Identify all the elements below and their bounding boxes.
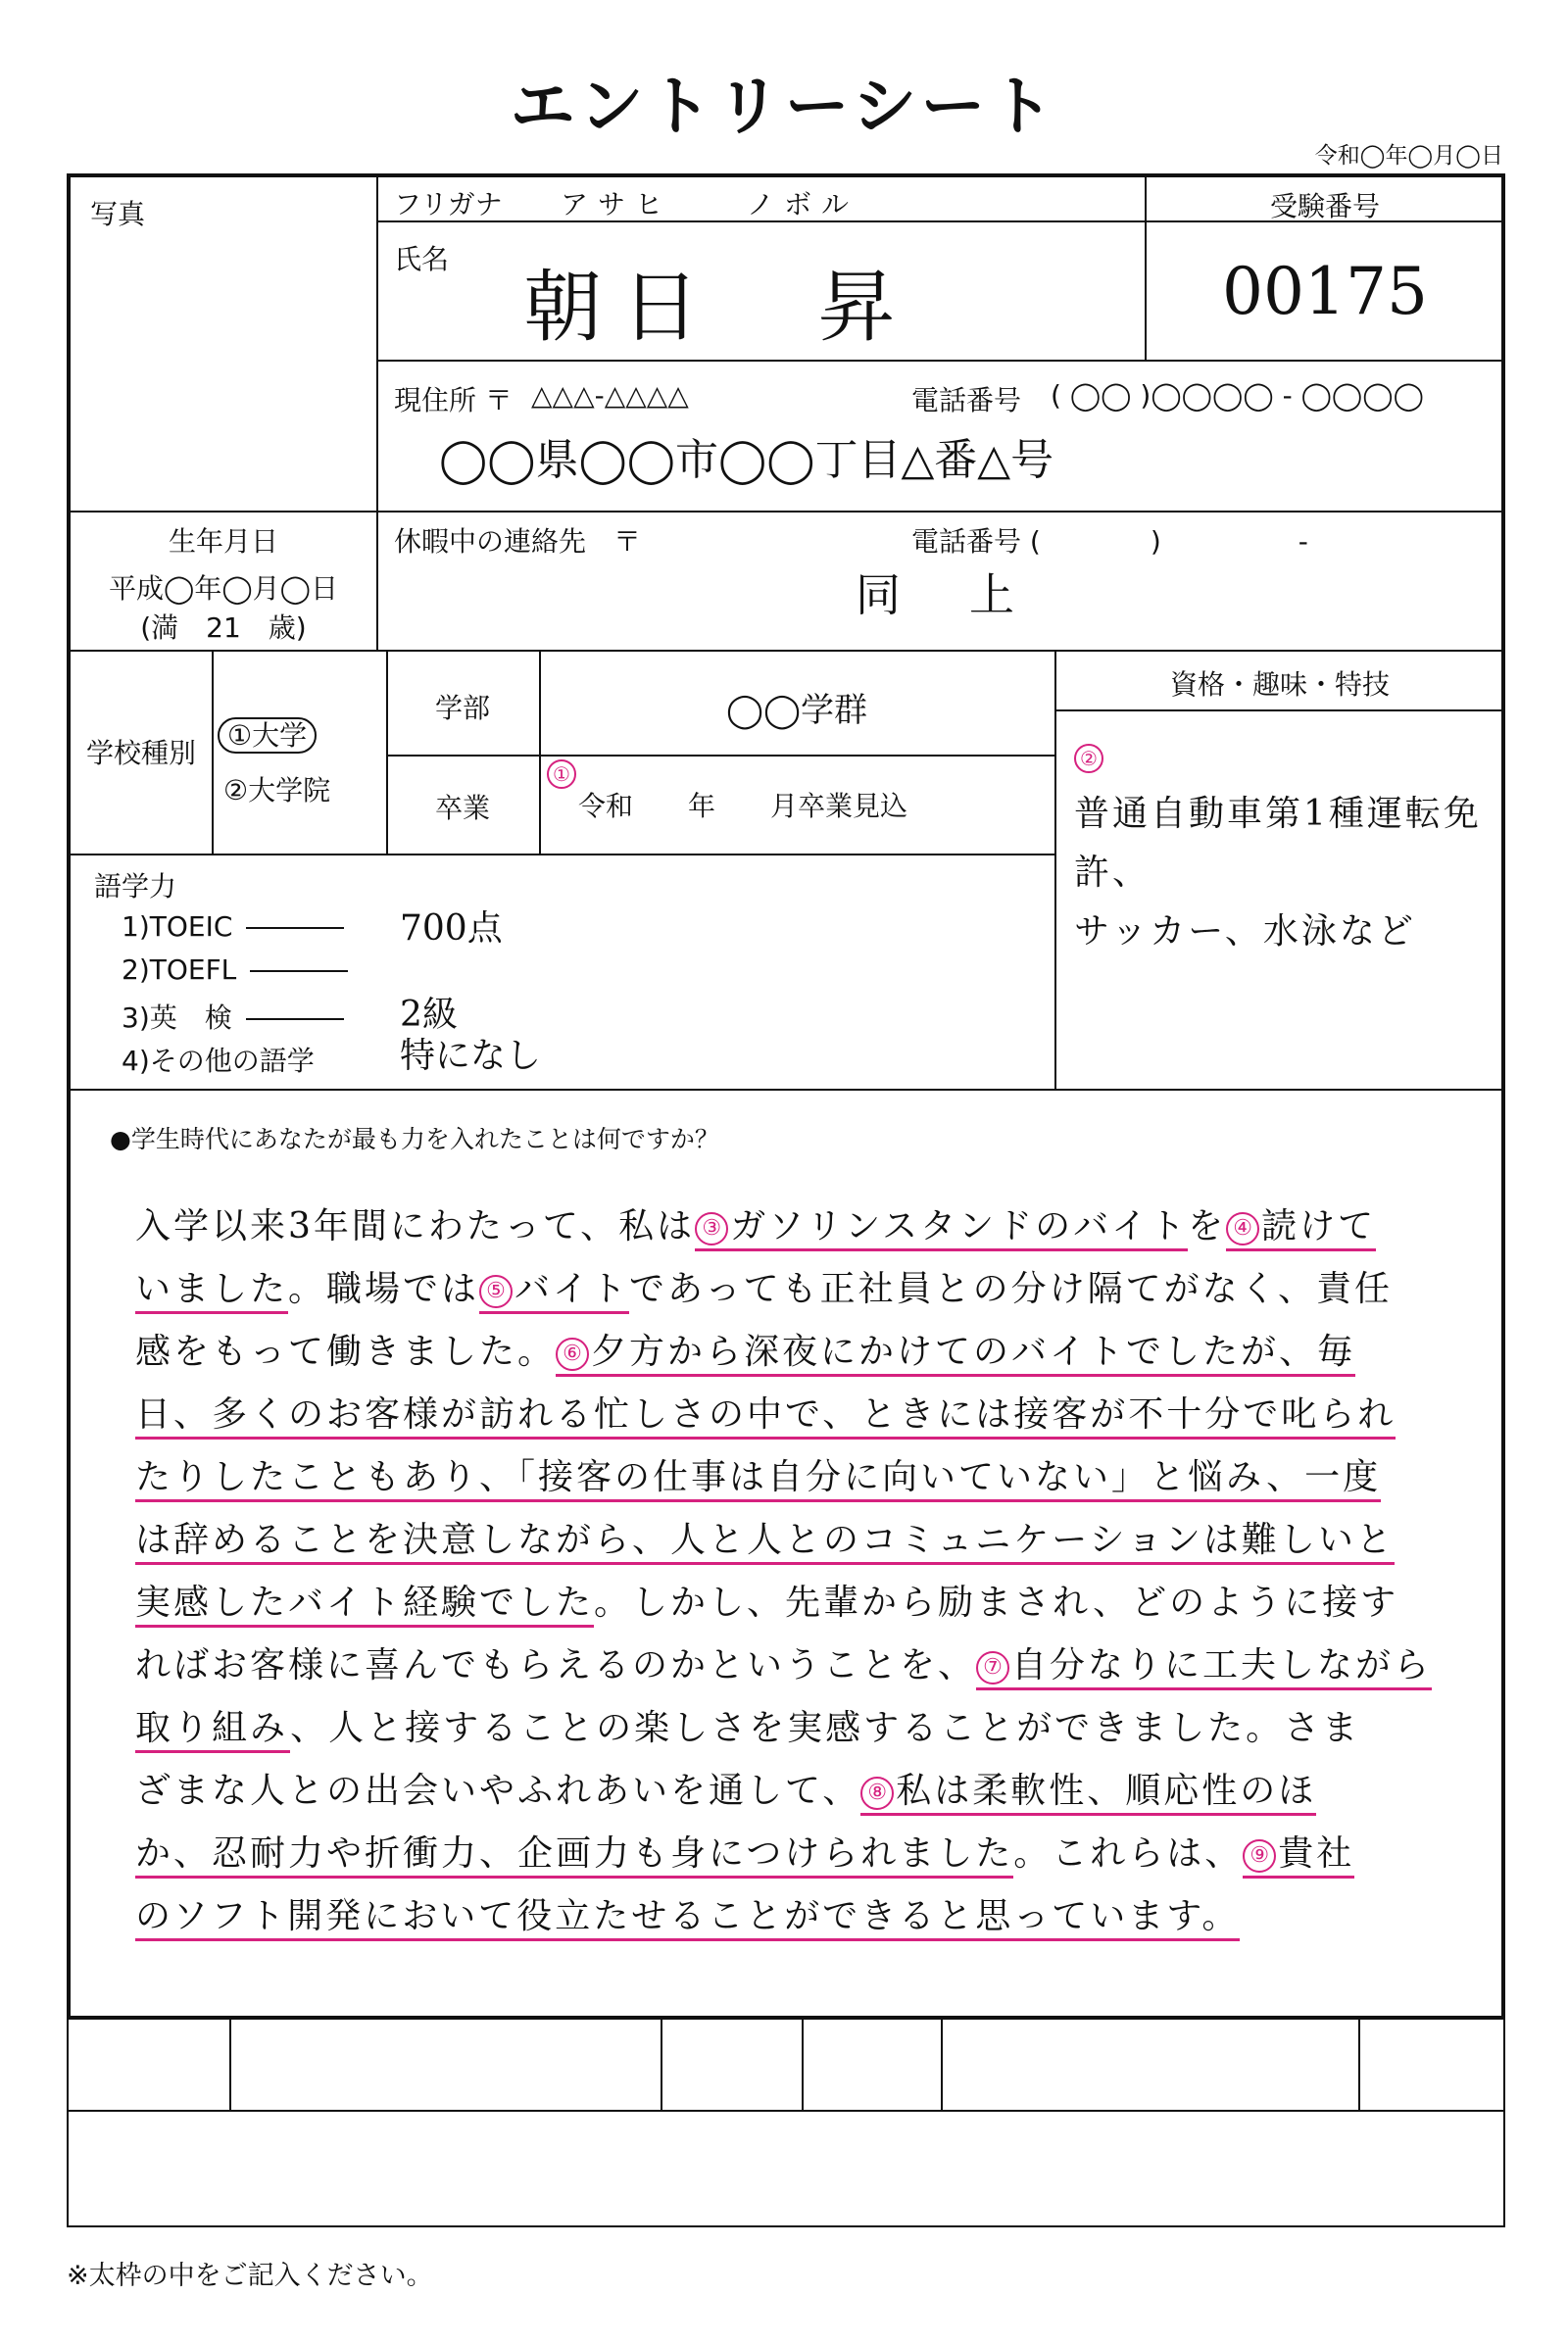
address-postal[interactable]: △△△-△△△△: [531, 379, 689, 412]
faculty-label: 学部: [434, 692, 490, 724]
holiday-contact-label: 休暇中の連絡先 〒: [394, 525, 642, 558]
phone-label: 電話番号: [911, 384, 1022, 416]
address-value[interactable]: ◯◯県◯◯市◯◯丁目△番△号: [439, 435, 1054, 485]
graduation-value[interactable]: 令和 年 月卒業見込: [578, 790, 908, 822]
qualifications-line: 普通自動車第1種運転免: [1074, 794, 1482, 834]
qualifications-value[interactable]: [1074, 785, 1482, 961]
address-label: 現住所 〒: [394, 384, 513, 416]
exam-number-value[interactable]: 00175: [1222, 254, 1428, 329]
qualifications-line: サッカー、水泳など: [1074, 911, 1416, 952]
birth-label: 生年月日: [168, 525, 278, 558]
furigana-label: フリガナ: [394, 188, 503, 220]
lang-eiken-value[interactable]: 2級: [400, 995, 458, 1035]
qualifications-line: 許、: [1074, 853, 1152, 893]
office-use-table: [67, 2020, 1505, 2227]
essay-line: ざまな人との出会いやふれあいを通して、 ⑧ 私は柔軟性、順応性のほ: [135, 1760, 1448, 1823]
marker-9: ⑨: [1243, 1839, 1276, 1873]
marker-5: ⑤: [479, 1275, 513, 1308]
graduation-label: 卒業: [434, 792, 490, 824]
dash-line: [250, 970, 348, 972]
lang-toefl-name: 2)TOEFL: [122, 953, 416, 986]
holiday-phone-label: 電話番号 ( ) -: [911, 525, 1308, 558]
lang-toeic-name: 1)TOEIC: [122, 910, 416, 943]
marker-8: ⑧: [860, 1777, 894, 1810]
furigana-value[interactable]: アサヒ ノボル: [561, 188, 859, 220]
qualifications-label: 資格・趣味・特技: [1169, 668, 1390, 701]
marker-1: ①: [547, 759, 576, 789]
name-value[interactable]: 朝日 昇: [523, 262, 915, 353]
photo-label: 写真: [90, 198, 146, 230]
school-option-university[interactable]: [218, 714, 317, 754]
essay-line: 取り組み、人と接することの楽しさを実感することができました。さま: [135, 1697, 1448, 1760]
language-label: 語学力: [94, 870, 177, 903]
holiday-contact-value[interactable]: 同 上: [856, 568, 1026, 621]
marker-4: ④: [1226, 1212, 1259, 1245]
phone-value[interactable]: ( ◯◯ )◯◯◯◯ - ◯◯◯◯: [1051, 379, 1424, 412]
page-title: エントリーシート: [510, 69, 1058, 144]
essay-line: 実感したバイト経験でした。しかし、先輩から励まされ、どのように接す: [135, 1572, 1448, 1635]
date: 令和◯年◯月◯日: [1314, 143, 1503, 169]
lang-eiken-name: 3)英 検: [122, 997, 416, 1036]
selected-oval: ①大学: [218, 717, 317, 754]
marker-3: ③: [695, 1212, 728, 1245]
essay-line: ればお客様に喜んでもらえるのかということを、 ⑦ 自分なりに工夫しながら: [135, 1635, 1448, 1697]
age-value[interactable]: (満 21 歳): [140, 611, 307, 644]
school-option-graduate[interactable]: ②大学院: [223, 774, 331, 806]
essay-line: は辞めることを決意しながら、人と人とのコミュニケーションは難しいと: [135, 1509, 1448, 1572]
exam-number-label: 受験番号: [1269, 190, 1380, 222]
essay-line: のソフト開発において役立たせることができると思っています。: [135, 1885, 1448, 1948]
essay-line: 感をもって働きました。 ⑥ 夕方から深夜にかけてのバイトでしたが、毎: [135, 1321, 1448, 1384]
essay-question: ●学生時代にあなたが最も力を入れたことは何ですか？: [110, 1125, 719, 1153]
essay-line: 入学以来3年間にわたって、私は ③ ガソリンスタンドのバイトを ④ 読けて: [135, 1196, 1448, 1258]
essay-line: か、忍耐力や折衝力、企画力も身につけられました。これらは、 ⑨ 貴社: [135, 1823, 1448, 1885]
faculty-value[interactable]: ◯◯学群: [725, 691, 868, 730]
lang-other-name: 4)その他の語学: [122, 1045, 315, 1077]
essay-line: いました。職場では ⑤ バイトであっても正社員との分け隔てがなく、責任: [135, 1258, 1448, 1321]
dash-line: [246, 1018, 344, 1020]
lang-toeic-value[interactable]: 700点: [400, 908, 503, 949]
essay-line: 日、多くのお客様が訪れる忙しさの中で、ときには接客が不十分で叱られ: [135, 1384, 1448, 1446]
essay-answer[interactable]: [135, 1196, 1448, 1948]
dash-line: [246, 927, 344, 929]
marker-6: ⑥: [556, 1338, 589, 1371]
birth-value[interactable]: 平成◯年◯月◯日: [108, 572, 338, 605]
lang-other-value[interactable]: 特になし: [400, 1036, 542, 1076]
essay-line: たりしたこともあり、「接客の仕事は自分に向いていない」と悩み、一度: [135, 1446, 1448, 1509]
footnote: ※太枠の中をご記入ください。: [67, 2261, 433, 2291]
school-type-label: 学校種別: [85, 737, 196, 769]
marker-2: ②: [1074, 744, 1103, 773]
marker-7: ⑦: [976, 1651, 1009, 1685]
name-label: 氏名: [394, 243, 450, 275]
